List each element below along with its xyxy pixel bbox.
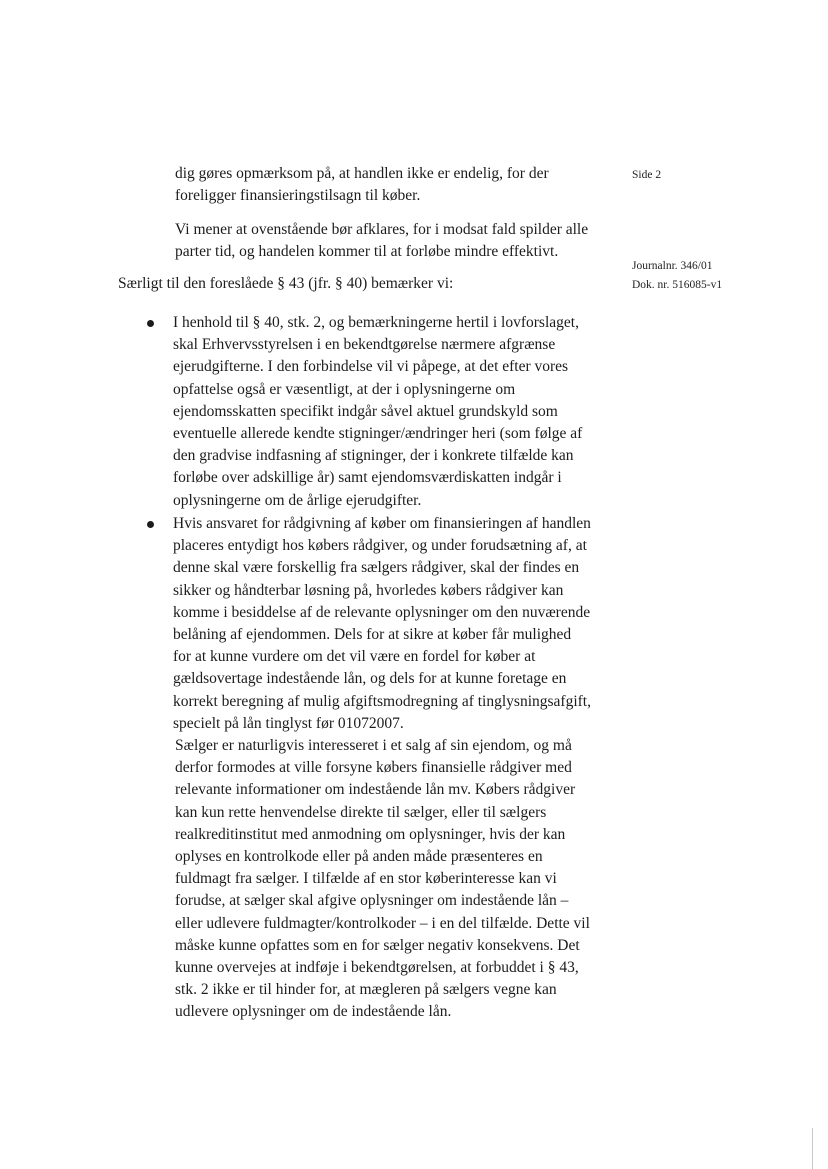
scan-edge-mark [812,1128,813,1169]
paragraph-section-intro: Særligt til den foreslåede § 43 (jfr. § 40) bemærker vi: [118,275,454,292]
journal-number: Journalnr. 346/01 [632,260,713,272]
bullet-dot-icon [147,320,154,327]
bullet-text: I henhold til § 40, stk. 2, og bemærkningerne hertil i lovforslaget, skal Erhvervsstyrelsen i en bekendtgørelse nærmere afgrænse ejerudgifterne. I den forbindelse vil vi påpege, at det efter vores opfattelse også er væsentligt, at der i oplysningerne om ejendomsskatten specifikt indgår såvel aktuel grundskyld som eventuelle allerede kendte stigninger/ændringer heri (som følge af den gradvise indfasning af stigninger, der i konkrete tilfælde kan forløbe over adskillige år) samt ejendomsværdiskatten indgår i oplysningerne om de årlige ejerudgifter. [173,314,583,509]
page-label-text: Side 2 [632,169,662,181]
paragraph-clarification: Vi mener at ovenstående bør afklares, for i modsat fald spilder alle parter tid, og handelen kommer til at forløbe mindre effektivt. [175,221,589,260]
paragraph-continuation: dig gøres opmærksom på, at handlen ikke er endelig, for der foreligger finansieringstilsagn til køber. [175,165,549,204]
bullet-text: Hvis ansvaret for rådgivning af køber om finansieringen af handlen placeres entydigt hos købers rådgiver, og under forudsætning af, at denne skal være forskellig fra sælgers rådgiver, skal der findes en sikker og håndterbar løsning på, hvorledes købers rådgiver kan komme i besiddelse af de relevante oplysninger om den nuværende belåning af ejendommen. Dels for at sikre at køber får mulighed for at kunne vurdere om det vil være en fordel for køber at gældsovertage indestående lån, og dels for at kunne foretage en korrekt beregning af mulig afgiftsmodregning af tinglysningsafgift, specielt på lån tinglyst før 01072007. [173,515,591,732]
document-reference [632,257,722,295]
bullet-dot-icon [147,521,154,528]
document-number: Dok. nr. 516085-v1 [632,279,723,291]
page-number-label [632,166,661,185]
paragraph-saelger: Sælger er naturligvis interesseret i et salg af sin ejendom, og må derfor formodes at ville forsyne købers finansielle rådgiver med relevante informationer om indestående lån mv. Købers rådgiver kan kun rette henvendelse direkte til sælger, eller til sælgers realkreditinstitut med anmodning om oplysninger, hvis der kan oplyses en kontrolkode eller på anden måde præsenteres en fuldmagt fra sælger. I tilfælde af en stor køberinteresse kan vi forudse, at sælger skal afgive oplysninger om indestående lån – eller udlevere fuldmagter/kontrolkoder – i en del tilfælde. Dette vil måske kunne opfattes som en for sælger negativ konsekvens. Det kunne overvejes at indføje i bekendtgørelsen, at forbuddet i § 43, stk. 2 ikke er til hinder for, at mægleren på sælgers vegne kan udlevere oplysninger om de indestående lån. [175,737,590,1021]
